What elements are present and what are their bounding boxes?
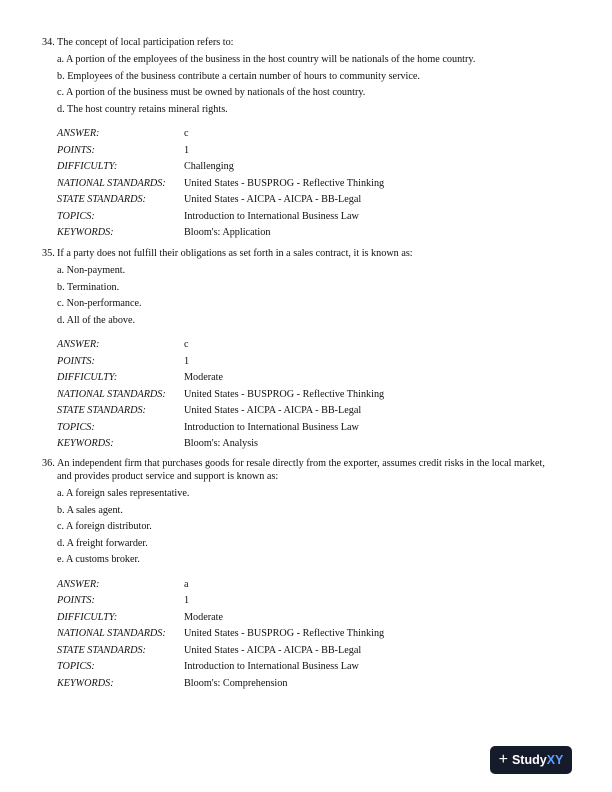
meta-label: TOPICS: xyxy=(57,210,95,222)
meta-label: DIFFICULTY: xyxy=(57,611,118,623)
meta-label: STATE STANDARDS: xyxy=(57,405,146,416)
meta-value: Moderate xyxy=(184,372,224,383)
meta-label: KEYWORDS: xyxy=(57,677,114,689)
meta-value: Moderate xyxy=(184,611,224,623)
meta-label: KEYWORDS: xyxy=(57,227,114,238)
meta-value: 1 xyxy=(184,595,190,606)
meta-row-difficulty xyxy=(57,159,562,176)
answer-option: b. A sales agent. xyxy=(57,504,123,516)
answer-option: c. Non-performance. xyxy=(57,298,142,309)
meta-label: TOPICS: xyxy=(57,661,95,672)
meta-label: DIFFICULTY: xyxy=(57,161,118,172)
meta-label: NATIONAL STANDARDS: xyxy=(57,177,166,189)
meta-label: POINTS: xyxy=(57,144,95,156)
meta-row-answer xyxy=(57,126,562,143)
meta-value: c xyxy=(184,339,189,350)
answer-option: e. A customs broker. xyxy=(57,554,140,565)
answer-option: a. A portion of the employees of the business in the host country will be nationals of the home country. xyxy=(57,54,476,65)
answer-option: d. The host country retains mineral rights. xyxy=(57,103,228,115)
answer-options xyxy=(42,52,562,118)
meta-row-state-standards xyxy=(57,403,562,420)
meta-label: DIFFICULTY: xyxy=(57,372,118,383)
logo-text-main: Study xyxy=(511,753,547,767)
question-36 xyxy=(42,457,562,692)
meta-label: STATE STANDARDS: xyxy=(57,194,146,205)
meta-value: 1 xyxy=(184,144,190,156)
question-metadata xyxy=(42,577,562,693)
meta-row-difficulty xyxy=(57,610,562,627)
meta-value: 1 xyxy=(184,355,190,367)
question-number: 35. xyxy=(42,248,55,259)
question-text: If a party does not fulfill their obligations as set forth in a sales contract, it is known as: xyxy=(57,248,413,259)
answer-options xyxy=(42,486,562,569)
logo-text-accent: XY xyxy=(546,753,564,767)
question-34 xyxy=(42,36,562,242)
answer-options xyxy=(42,263,562,329)
meta-row-national-standards xyxy=(57,626,562,643)
meta-label: ANSWER: xyxy=(57,128,100,139)
meta-label: KEYWORDS: xyxy=(57,438,114,449)
meta-row-keywords xyxy=(57,225,562,242)
answer-option: b. Employees of the business contribute a certain number of hours to community service. xyxy=(57,70,420,82)
meta-row-points xyxy=(57,143,562,160)
question-number: 34. xyxy=(42,37,55,48)
meta-row-points xyxy=(57,593,562,610)
meta-row-topics xyxy=(57,420,562,437)
meta-value: Challenging xyxy=(184,161,234,172)
meta-row-answer xyxy=(57,337,562,354)
meta-label: STATE STANDARDS: xyxy=(57,644,146,656)
plus-icon: + xyxy=(498,751,508,768)
studyxy-logo[interactable] xyxy=(490,746,572,774)
meta-row-topics xyxy=(57,209,562,226)
question-metadata xyxy=(42,337,562,453)
meta-value: a xyxy=(184,578,189,590)
meta-value: United States - BUSPROG - Reflective Thinking xyxy=(184,177,385,189)
question-metadata xyxy=(42,126,562,242)
question-stem xyxy=(42,36,562,49)
meta-row-state-standards xyxy=(57,643,562,660)
meta-value: United States - BUSPROG - Reflective Thinking xyxy=(184,628,385,639)
meta-value: Bloom's: Comprehension xyxy=(184,677,288,689)
meta-value: c xyxy=(184,128,189,139)
meta-value: United States - BUSPROG - Reflective Thinking xyxy=(184,388,385,400)
meta-value: Introduction to International Business Law xyxy=(184,421,359,433)
question-number: 36. xyxy=(42,458,55,469)
meta-row-answer xyxy=(57,577,562,594)
meta-label: POINTS: xyxy=(57,595,95,606)
meta-label: NATIONAL STANDARDS: xyxy=(57,388,166,400)
meta-row-national-standards xyxy=(57,176,562,193)
question-stem xyxy=(42,457,562,483)
meta-value: United States - AICPA - AICPA - BB-Legal xyxy=(184,405,362,416)
answer-option: d. All of the above. xyxy=(57,314,136,326)
meta-label: ANSWER: xyxy=(57,339,100,350)
meta-label: ANSWER: xyxy=(57,578,100,590)
meta-value: Bloom's: Application xyxy=(184,227,271,238)
meta-label: POINTS: xyxy=(57,355,95,367)
meta-label: TOPICS: xyxy=(57,421,95,433)
meta-label: NATIONAL STANDARDS: xyxy=(57,628,166,639)
meta-row-difficulty xyxy=(57,370,562,387)
meta-row-national-standards xyxy=(57,387,562,404)
question-35 xyxy=(42,247,562,453)
question-text: The concept of local participation refers to: xyxy=(57,37,234,48)
answer-option: c. A foreign distributor. xyxy=(57,521,152,532)
question-stem xyxy=(42,247,562,260)
answer-option: d. A freight forwarder. xyxy=(57,537,148,549)
meta-value: Introduction to International Business Law xyxy=(184,210,359,222)
meta-row-topics xyxy=(57,659,562,676)
question-text: An independent firm that purchases goods for resale directly from the exporter, assumes credit risks in the local market, and provides product service and support is known as: xyxy=(57,458,545,482)
answer-option: a. A foreign sales representative. xyxy=(57,488,190,499)
answer-option: a. Non-payment. xyxy=(57,265,126,276)
meta-value: Bloom's: Analysis xyxy=(184,438,259,449)
meta-row-state-standards xyxy=(57,192,562,209)
meta-value: United States - AICPA - AICPA - BB-Legal xyxy=(184,644,362,656)
meta-value: Introduction to International Business Law xyxy=(184,661,359,672)
meta-row-keywords xyxy=(57,436,562,453)
answer-option: c. A portion of the business must be owned by nationals of the host country. xyxy=(57,87,366,98)
answer-option: b. Termination. xyxy=(57,281,120,293)
meta-row-keywords xyxy=(57,676,562,693)
meta-row-points xyxy=(57,354,562,371)
meta-value: United States - AICPA - AICPA - BB-Legal xyxy=(184,194,362,205)
